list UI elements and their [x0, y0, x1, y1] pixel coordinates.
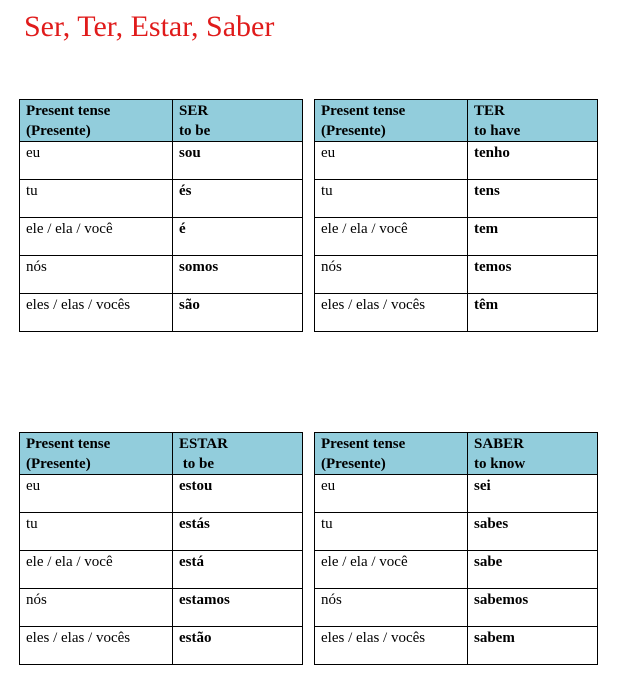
header-tense: [20, 100, 173, 142]
header-verb-name: SABER: [474, 436, 525, 452]
header-verb-meaning: to have: [474, 123, 521, 139]
pronoun-cell: tu: [315, 180, 468, 218]
header-tense-line1: Present tense: [26, 436, 111, 452]
header-verb-meaning: to know: [474, 456, 526, 472]
header-tense-line2: (Presente): [321, 123, 386, 139]
pronoun-cell: eles / elas / vocês: [20, 294, 173, 332]
table-row: [315, 551, 598, 589]
header-verb-meaning: to be: [179, 123, 211, 139]
verb-form-cell: é: [173, 218, 303, 256]
header-tense-line1: Present tense: [321, 103, 406, 119]
table-row: [20, 475, 303, 513]
pronoun-cell: tu: [20, 180, 173, 218]
verb-form-cell: temos: [468, 256, 598, 294]
pronoun-cell: eu: [20, 475, 173, 513]
pronoun-cell: eu: [315, 475, 468, 513]
table-row: [315, 142, 598, 180]
header-verb: [468, 433, 598, 475]
header-verb-name: SER: [179, 103, 209, 119]
verb-form-cell: sabemos: [468, 589, 598, 627]
conjugation-table-saber: [314, 432, 598, 665]
header-verb-name: ESTAR: [179, 436, 228, 452]
verb-form-cell: estamos: [173, 589, 303, 627]
header-verb: [173, 433, 303, 475]
pronoun-cell: ele / ela / você: [20, 218, 173, 256]
table-row: [20, 294, 303, 332]
table-header-row: [20, 433, 303, 475]
pronoun-cell: ele / ela / você: [20, 551, 173, 589]
pronoun-cell: eles / elas / vocês: [315, 627, 468, 665]
header-tense: [315, 433, 468, 475]
table-row: [20, 180, 303, 218]
header-tense-line1: Present tense: [321, 436, 406, 452]
pronoun-cell: nós: [315, 589, 468, 627]
table-header-row: [20, 100, 303, 142]
verb-form-cell: têm: [468, 294, 598, 332]
verb-form-cell: são: [173, 294, 303, 332]
verb-form-cell: estão: [173, 627, 303, 665]
verb-form-cell: sou: [173, 142, 303, 180]
verb-form-cell: está: [173, 551, 303, 589]
pronoun-cell: eu: [20, 142, 173, 180]
conjugation-table-estar: [19, 432, 303, 665]
table-row: [315, 589, 598, 627]
table-row: [20, 589, 303, 627]
table-row: [315, 218, 598, 256]
table-row: [315, 475, 598, 513]
verb-form-cell: sabem: [468, 627, 598, 665]
conjugation-table-ter: [314, 99, 598, 332]
table-row: [20, 551, 303, 589]
table-row: [20, 142, 303, 180]
pronoun-cell: eu: [315, 142, 468, 180]
pronoun-cell: nós: [315, 256, 468, 294]
header-tense-line2: (Presente): [26, 123, 91, 139]
header-verb-meaning: to be: [179, 456, 214, 472]
table-row: [315, 513, 598, 551]
header-tense-line2: (Presente): [26, 456, 91, 472]
pronoun-cell: tu: [315, 513, 468, 551]
verb-form-cell: somos: [173, 256, 303, 294]
table-row: [20, 627, 303, 665]
verb-form-cell: sei: [468, 475, 598, 513]
table-row: [20, 513, 303, 551]
verb-form-cell: sabe: [468, 551, 598, 589]
header-tense-line1: Present tense: [26, 103, 111, 119]
page-title: Ser, Ter, Estar, Saber: [24, 10, 275, 43]
table-row: [315, 180, 598, 218]
header-tense-line2: (Presente): [321, 456, 386, 472]
verb-form-cell: estás: [173, 513, 303, 551]
verb-form-cell: sabes: [468, 513, 598, 551]
pronoun-cell: eles / elas / vocês: [20, 627, 173, 665]
conjugation-table-ser: [19, 99, 303, 332]
verb-form-cell: és: [173, 180, 303, 218]
header-verb: [173, 100, 303, 142]
verb-form-cell: tem: [468, 218, 598, 256]
pronoun-cell: nós: [20, 256, 173, 294]
table-row: [315, 256, 598, 294]
verb-form-cell: tenho: [468, 142, 598, 180]
table-row: [20, 218, 303, 256]
header-verb-name: TER: [474, 103, 505, 119]
table-row: [315, 627, 598, 665]
pronoun-cell: nós: [20, 589, 173, 627]
verb-form-cell: estou: [173, 475, 303, 513]
pronoun-cell: eles / elas / vocês: [315, 294, 468, 332]
header-verb: [468, 100, 598, 142]
pronoun-cell: tu: [20, 513, 173, 551]
verb-form-cell: tens: [468, 180, 598, 218]
table-row: [20, 256, 303, 294]
table-row: [315, 294, 598, 332]
pronoun-cell: ele / ela / você: [315, 218, 468, 256]
pronoun-cell: ele / ela / você: [315, 551, 468, 589]
header-tense: [20, 433, 173, 475]
table-header-row: [315, 100, 598, 142]
table-header-row: [315, 433, 598, 475]
header-tense: [315, 100, 468, 142]
